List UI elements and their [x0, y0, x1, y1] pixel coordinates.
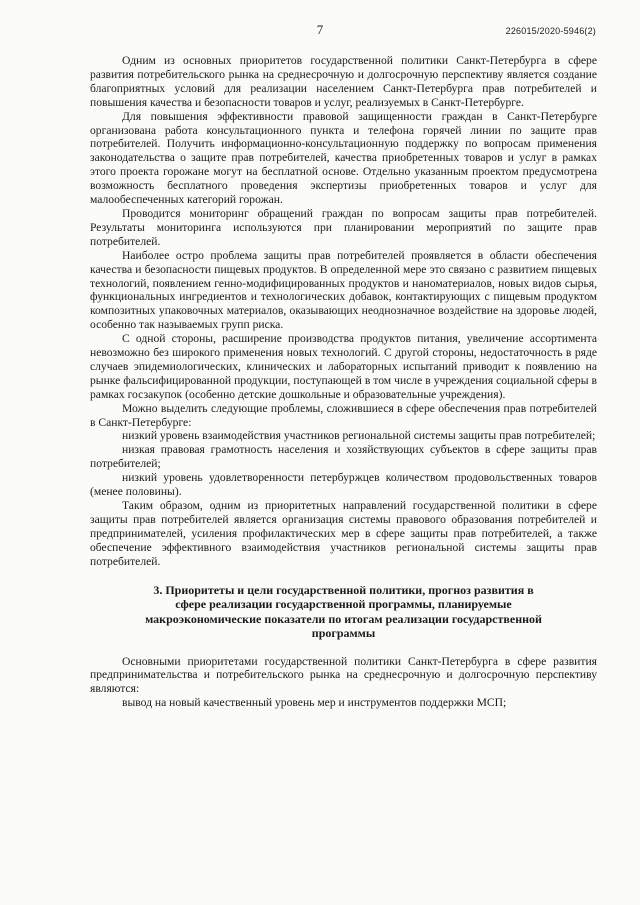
- list-item: низкий уровень взаимодействия участников региональной системы защиты прав потребителей;: [122, 429, 596, 443]
- paragraph: Наиболее остро проблема защиты прав потребителей проявляется в области обеспечения качества и безопасности пищевых продуктов. В определенной мере это связано с развитием пищевых технологий, появлением генно-модифицированных продуктов и наноматериалов, новых видов сырья, функциональных ингредиентов и технологических добавок, контактирующих с пищевым продуктом композитных упаковочных материалов, оказывающих неоднозначное воздействие на здоровье людей, особенно так называемых групп риска.: [90, 248, 597, 332]
- section-heading: 3. Приоритеты и цели государственной политики, прогноз развития в сфере реализации государственной программы, планируемые макроэкономические показатели по итогам реализации государственной программы: [145, 582, 542, 641]
- paragraph: С одной стороны, расширение производства продуктов питания, увеличение ассортимента невозможно без широкого применения новых технологий. С другой стороны, недостаточность в ряде случаев эпидемиологических, клинических и лабораторных испытаний приводит к появлению на рынке фальсифицированной продукции, поступающей в том числе в учреждения социальной сферы в рамках госзакупок (особенно детские дошкольные и образовательные учреждения).: [90, 332, 597, 401]
- paragraph: Можно выделить следующие проблемы, сложившиеся в сфере обеспечения прав потребителей в Санкт-Петербурге:: [90, 401, 597, 429]
- list-item: вывод на новый качественный уровень мер и инструментов поддержки МСП;: [122, 696, 507, 710]
- document-code: 226015/2020-5946(2): [505, 26, 596, 36]
- paragraph: Проводится мониторинг обращений граждан по вопросам защиты прав потребителей. Результаты мониторинга используются при планировании мероприятий по защите прав потребителей.: [90, 206, 597, 248]
- paragraph: Для повышения эффективности правовой защищенности граждан в Санкт-Петербурге организована работа консультационного пункта и телефона горячей линии по защите прав потребителей. Получить информационно-консультационную поддержку по вопросам применения законодательства о защите прав потребителей, качества приобретенных товаров и услуг в рамках этого проекта горожане могут на бесплатной основе. Отдельно указанным проектом предусмотрена возможность бесплатного проведения экспертизы приобретенных товаров и услуг для малообеспеченных категорий горожан.: [90, 109, 597, 207]
- page-number: 7: [316, 22, 324, 37]
- list-item: низкий уровень удовлетворенности петербуржцев количеством продовольственных товаров (менее половины).: [90, 471, 597, 499]
- paragraph: Основными приоритетами государственной политики Санкт-Петербурга в сфере развития предпринимательства и потребительского рынка на среднесрочную и долгосрочную перспективу являются:: [90, 654, 597, 696]
- paragraph: Одним из основных приоритетов государственной политики Санкт-Петербурга в сфере развития потребительского рынка на среднесрочную и долгосрочную перспективу является создание благоприятных условий для реализации населением Санкт-Петербурга прав потребителей и повышения качества и безопасности товаров и услуг, реализуемых в Санкт-Петербурге.: [90, 54, 597, 109]
- document-body: [90, 54, 597, 710]
- list-item: низкая правовая грамотность населения и хозяйствующих субъектов в сфере защиты прав потребителей;: [90, 443, 597, 471]
- paragraph: Таким образом, одним из приоритетных направлений государственной политики в сфере защиты прав потребителей является организация системы правового образования потребителей и предпринимателей, усиления профилактических мер в сфере защиты прав потребителей, а также обеспечение эффективного взаимодействия участников региональной системы защиты прав потребителей.: [90, 499, 597, 568]
